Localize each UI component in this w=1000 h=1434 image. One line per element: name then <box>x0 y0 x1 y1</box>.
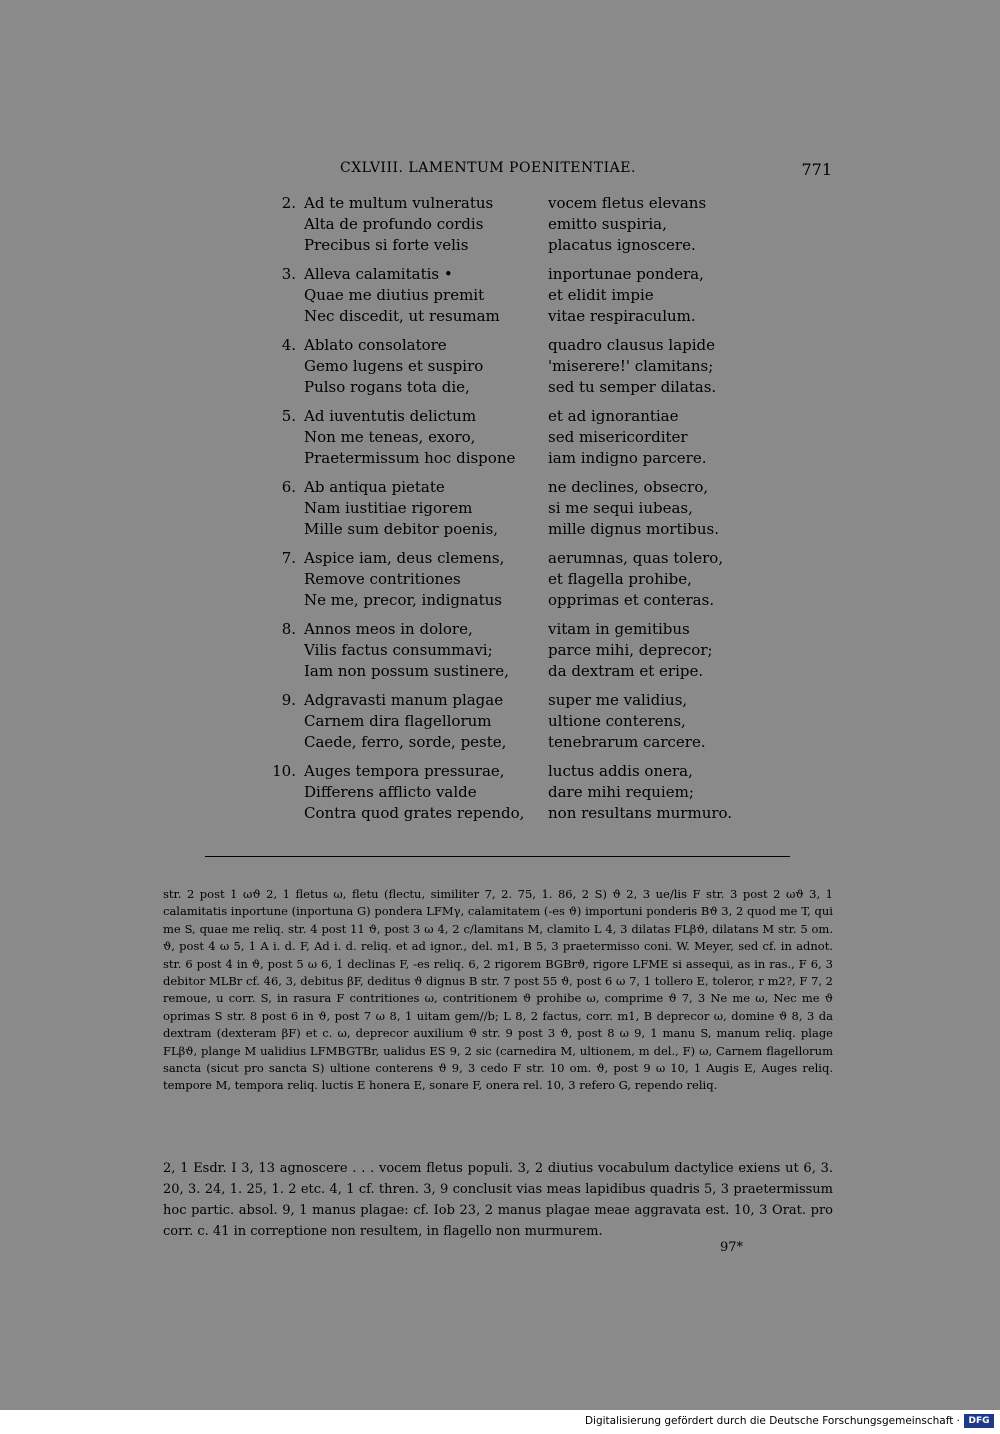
verse-first-half: Ad te multum vulneratus <box>304 194 494 212</box>
verse-second-half: parce mihi, deprecor; <box>548 641 713 659</box>
verse-first-half: Auges tempora pressurae, <box>304 762 505 780</box>
verse-second-half: sed misericorditer <box>548 428 688 446</box>
verse-first-half: Caede, ferro, sorde, peste, <box>304 733 507 751</box>
verse-second-half: et elidit impie <box>548 286 654 304</box>
verse-first-half: Aspice iam, deus clemens, <box>304 549 505 567</box>
verse-second-half: vocem fletus elevans <box>548 194 707 212</box>
verse-second-half: emitto suspiria, <box>548 215 667 233</box>
verse-first-half: Nec discedit, ut resumam <box>304 307 500 325</box>
stanza-number: 5. <box>281 407 296 425</box>
verse-line <box>270 520 750 541</box>
verse-second-half: non resultans murmuro. <box>548 804 733 822</box>
stanza <box>270 478 750 541</box>
verse-line <box>270 712 750 733</box>
verse-second-half: opprimas et conteras. <box>548 591 715 609</box>
stanza-number: 3. <box>281 265 296 283</box>
verse-line <box>270 407 750 428</box>
verse-line <box>270 478 750 499</box>
verse-first-half: Contra quod grates rependo, <box>304 804 525 822</box>
verse-second-half: dare mihi requiem; <box>548 783 694 801</box>
verse-first-half: Carnem dira flagellorum <box>304 712 492 730</box>
stanza <box>270 762 750 825</box>
verse-first-half: Nam iustitiae rigorem <box>304 499 473 517</box>
verse-line <box>270 591 750 612</box>
verse-first-half: Alta de profundo cordis <box>304 215 484 233</box>
running-title: CXLVIII. LAMENTUM POENITENTIAE. <box>340 160 636 176</box>
verse-line <box>270 215 750 236</box>
stanza <box>270 407 750 470</box>
verse-first-half: Adgravasti manum plagae <box>304 691 504 709</box>
verse-line <box>270 499 750 520</box>
verse-second-half: iam indigno parcere. <box>548 449 707 467</box>
verse-second-half: quadro clausus lapide <box>548 336 716 354</box>
verse-second-half: mille dignus mortibus. <box>548 520 720 538</box>
stanza <box>270 265 750 328</box>
verse-line <box>270 194 750 215</box>
critical-apparatus: str. 2 post 1 ωϑ 2, 1 fletus ω, fletu (flectu, similiter 7, 2. 75, 1. 86, 2 S) ϑ 2, 3 ue/lis F str. 3 post 2 ωϑ 3, 1 calamitatis inportune (inportuna G) pondera LFMγ, calamitatem (-es ϑ) importuni ponderis Bϑ 3, 2 quod me T, qui me S, quae me reliq. str. 4 post 11 ϑ, post 3 ω 4, 2 c/lamitans M, clamito L 4, 3 dilatas FLβϑ, dilatans M str. 5 om. ϑ, post 4 ω 5, 1 A i. d. F, Ad i. d. reliq. et ad ignor., del. m1, B 5, 3 praetermisso coni. W. Meyer, sed cf. in adnot. str. 6 post 4 in ϑ, post 5 ω 6, 1 declinas F, -es reliq. 6, 2 rigorem BGBrϑ, rigore LFME si assequi, as in ras., F 6, 3 debitor MLBr cf. 46, 3, debitus βF, deditus ϑ dignus B str. 7 post 55 ϑ, post 6 ω 7, 1 tollero E, toleror, r m2?, F 7, 2 remoue, u corr. S, in rasura F contritiones ω, contritionem ϑ prohibe ω, comprime ϑ 7, 3 Ne me ω, Nec me ϑ oprimas S str. 8 post 6 in ϑ, post 7 ω 8, 1 uitam gem//b; L 8, 2 factus, corr. m1, B deprecor ω, domine ϑ 8, 3 da dextram (dexteram βF) et c. ω, deprecor auxilium ϑ str. 9 post 3 ϑ, post 8 ω 9, 1 manu S, manum reliq. plage FLβϑ, plange M ualidius LFMBGTBr, ualidus ES 9, 2 sic (carnedira M, ultionem, m del., F) ω, Carnem flagellorum sancta (sicut pro sancta S) ultione conterens ϑ 9, 3 cedo F str. 10 om. ϑ, post 9 ω 10, 1 Augis E, Auges reliq. tempore M, tempora reliq. luctis E honera E, sonare F, onera rel. 10, 3 refero G, rependo reliq. <box>163 887 833 1093</box>
verse-first-half: Differens afflicto valde <box>304 783 477 801</box>
footnote-divider <box>205 856 790 857</box>
stanza <box>270 194 750 257</box>
verse-first-half: Annos meos in dolore, <box>304 620 473 638</box>
verse-line <box>270 378 750 399</box>
footer-credit: Digitalisierung gefördert durch die Deutsche Forschungsgemeinschaft · <box>584 1415 960 1427</box>
verse-line <box>270 449 750 470</box>
verse-first-half: Vilis factus consummavi; <box>304 641 493 659</box>
verse-line <box>270 620 750 641</box>
stanza <box>270 549 750 612</box>
stanza-number: 4. <box>281 336 296 354</box>
running-head <box>250 160 840 182</box>
verse-second-half: super me validius, <box>548 691 688 709</box>
verse-second-half: ne declines, obsecro, <box>548 478 709 496</box>
verse-first-half: Gemo lugens et suspiro <box>304 357 484 375</box>
verse-first-half: Mille sum debitor poenis, <box>304 520 499 538</box>
verse-second-half: vitae respiraculum. <box>548 307 696 325</box>
verse-line <box>270 641 750 662</box>
verse-second-half: sed tu semper dilatas. <box>548 378 717 396</box>
verse-second-half: aerumnas, quas tolero, <box>548 549 724 567</box>
verse-line <box>270 286 750 307</box>
page-number: 771 <box>801 160 832 179</box>
verse-second-half: tenebrarum carcere. <box>548 733 706 751</box>
verse-second-half: luctus addis onera, <box>548 762 693 780</box>
verse-second-half: 'miserere!' clamitans; <box>548 357 714 375</box>
stanza-number: 10. <box>272 762 296 780</box>
poem-stanzas <box>270 194 750 833</box>
stanza-number: 7. <box>281 549 296 567</box>
verse-line <box>270 691 750 712</box>
stanza-number: 8. <box>281 620 296 638</box>
verse-line <box>270 549 750 570</box>
verse-first-half: Praetermissum hoc dispone <box>304 449 516 467</box>
verse-line <box>270 662 750 683</box>
commentary-notes: 2, 1 Esdr. I 3, 13 agnoscere . . . vocem fletus populi. 3, 2 diutius vocabulum dactylice exiens ut 6, 3. 20, 3. 24, 1. 25, 1. 2 etc. 4, 1 cf. thren. 3, 9 conclusit vias meas lapidibus quadris 5, 3 praetermissum hoc partic. absol. 9, 1 manus plagae: cf. Iob 23, 2 manus plagae meae aggravata est. 10, 3 Orat. pro corr. c. 41 in correptione non resultem, in flagello non murmurem. <box>163 1161 833 1239</box>
verse-line <box>270 428 750 449</box>
stanza <box>270 691 750 754</box>
verse-second-half: ultione conterens, <box>548 712 686 730</box>
verse-first-half: Ab antiqua pietate <box>304 478 445 496</box>
stanza-number: 2. <box>281 194 296 212</box>
verse-line <box>270 783 750 804</box>
verse-first-half: Non me teneas, exoro, <box>304 428 476 446</box>
verse-second-half: placatus ignoscere. <box>548 236 696 254</box>
verse-second-half: et flagella prohibe, <box>548 570 692 588</box>
verse-second-half: inportunae pondera, <box>548 265 704 283</box>
verse-second-half: et ad ignorantiae <box>548 407 679 425</box>
verse-first-half: Remove contritiones <box>304 570 461 588</box>
verse-second-half: da dextram et eripe. <box>548 662 704 680</box>
verse-first-half: Iam non possum sustinere, <box>304 662 509 680</box>
stanza <box>270 336 750 399</box>
verse-line <box>270 762 750 783</box>
stanza-number: 9. <box>281 691 296 709</box>
verse-line <box>270 265 750 286</box>
signature-mark: 97* <box>720 1240 744 1255</box>
verse-line <box>270 804 750 825</box>
dfg-logo[interactable]: DFG <box>964 1414 994 1428</box>
verse-line <box>270 570 750 591</box>
verse-line <box>270 307 750 328</box>
verse-line <box>270 357 750 378</box>
stanza-number: 6. <box>281 478 296 496</box>
verse-first-half: Ablato consolatore <box>304 336 447 354</box>
verse-first-half: Alleva calamitatis • <box>304 265 453 283</box>
verse-first-half: Precibus si forte velis <box>304 236 469 254</box>
verse-first-half: Ne me, precor, indignatus <box>304 591 502 609</box>
verse-first-half: Pulso rogans tota die, <box>304 378 470 396</box>
verse-line <box>270 236 750 257</box>
digitization-footer <box>0 1410 1000 1434</box>
verse-line <box>270 336 750 357</box>
verse-second-half: vitam in gemitibus <box>548 620 690 638</box>
stanza <box>270 620 750 683</box>
verse-line <box>270 733 750 754</box>
verse-first-half: Ad iuventutis delictum <box>304 407 477 425</box>
verse-first-half: Quae me diutius premit <box>304 286 485 304</box>
verse-second-half: si me sequi iubeas, <box>548 499 693 517</box>
